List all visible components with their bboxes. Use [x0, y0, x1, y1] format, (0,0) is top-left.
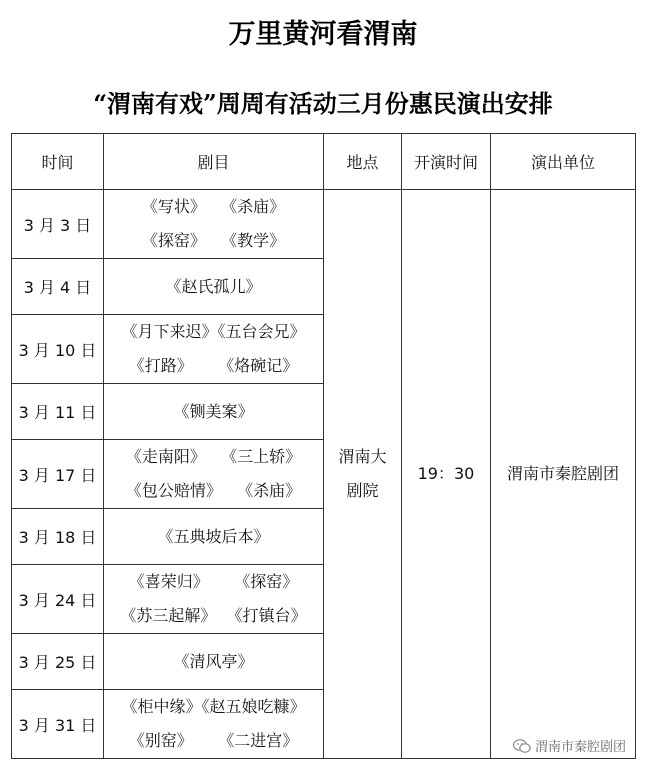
play-title: 《铡美案》: [173, 401, 254, 421]
venue-cell: [324, 190, 402, 759]
page-title: 万里黄河看渭南: [228, 19, 418, 50]
plays-cell: [104, 190, 324, 259]
date-cell: 3 月 18 日: [12, 509, 104, 565]
troupe-cell: 渭南市秦腔剧团: [491, 190, 636, 759]
header-troupe: 演出单位: [491, 134, 636, 190]
date-cell: 3 月 31 日: [12, 690, 104, 759]
schedule-table: [11, 133, 636, 759]
page-subtitle: “渭南有戏”周周有活动三月份惠民演出安排: [93, 89, 553, 118]
play-title: 《打路》 《烙碗记》: [128, 356, 299, 375]
play-title: 《月下来迟》《五台会兄》: [121, 322, 306, 341]
play-title: 《走南阳》 《三上轿》: [125, 447, 302, 466]
header-time: 时间: [12, 134, 104, 190]
start-time-cell: 19：30: [402, 190, 491, 759]
date-cell: 3 月 25 日: [12, 634, 104, 690]
play-title: 《苏三起解》 《打镇台》: [120, 606, 307, 625]
date-cell: 3 月 10 日: [12, 315, 104, 384]
play-title: 《探窑》 《教学》: [141, 231, 286, 250]
plays-cell: [104, 315, 324, 384]
header-play: 剧目: [104, 134, 324, 190]
wechat-icon: [513, 739, 531, 753]
table-row: [12, 190, 636, 259]
date-cell: 3 月 24 日: [12, 565, 104, 634]
plays-cell: [104, 509, 324, 565]
play-title: 《别窑》 《二进宫》: [128, 731, 299, 750]
play-title: 《喜荣归》 《探窑》: [128, 572, 299, 591]
table-header-row: [12, 134, 636, 190]
date-cell: 3 月 17 日: [12, 440, 104, 509]
venue-line: 剧院: [346, 481, 379, 500]
play-title: 《写状》 《杀庙》: [141, 197, 286, 216]
watermark-text: 渭南市秦腔剧团: [534, 740, 626, 755]
date-cell: 3 月 3 日: [12, 190, 104, 259]
plays-cell: [104, 440, 324, 509]
venue-line: 渭南大: [338, 447, 387, 466]
plays-cell: [104, 259, 324, 315]
play-title: 《赵氏孤儿》: [165, 276, 262, 296]
header-start-time: 开演时间: [402, 134, 491, 190]
plays-cell: [104, 690, 324, 759]
date-cell: 3 月 11 日: [12, 384, 104, 440]
date-cell: 3 月 4 日: [12, 259, 104, 315]
watermark: [513, 736, 626, 755]
play-title: 《包公赔情》 《杀庙》: [125, 481, 302, 500]
plays-cell: [104, 565, 324, 634]
plays-cell: [104, 634, 324, 690]
play-title: 《清风亭》: [173, 651, 254, 671]
play-title: 《五典坡后本》: [157, 526, 270, 546]
play-title: 《柜中缘》《赵五娘吃糠》: [121, 697, 306, 716]
plays-cell: [104, 384, 324, 440]
header-venue: 地点: [324, 134, 402, 190]
